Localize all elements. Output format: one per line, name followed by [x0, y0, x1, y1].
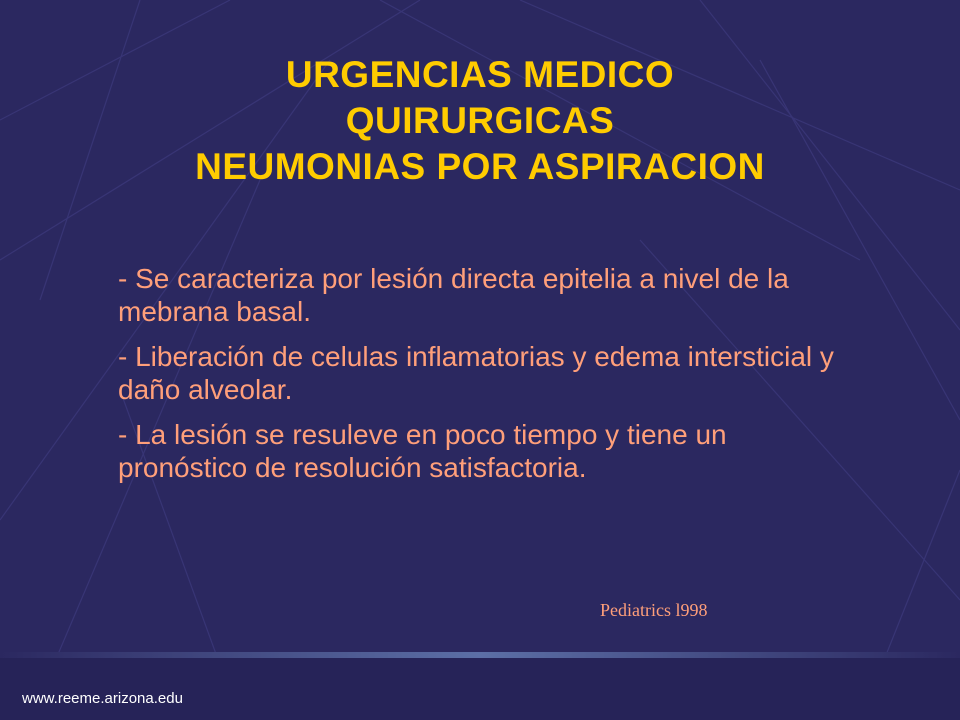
- bullet-item-1: - Se caracteriza por lesión directa epitelia a nivel de la mebrana basal.: [118, 263, 789, 327]
- footer-band: [0, 652, 960, 720]
- title-line-3: NEUMONIAS POR ASPIRACION: [195, 146, 765, 187]
- footer-divider: [0, 652, 960, 658]
- footer-url: www.reeme.arizona.edu: [22, 690, 183, 707]
- title-line-1: URGENCIAS MEDICO: [285, 54, 675, 95]
- title-line-2: QUIRURGICAS: [345, 100, 615, 141]
- bullet-list: [118, 262, 858, 496]
- slide-title: [100, 52, 860, 190]
- bullet-item-3: - La lesión se resuleve en poco tiempo y tiene un pronóstico de resolución satisfactoria.: [118, 419, 727, 483]
- citation: Pediatrics l998: [600, 600, 708, 620]
- bullet-item-2: - Liberación de celulas inflamatorias y edema intersticial y daño alveolar.: [118, 341, 834, 405]
